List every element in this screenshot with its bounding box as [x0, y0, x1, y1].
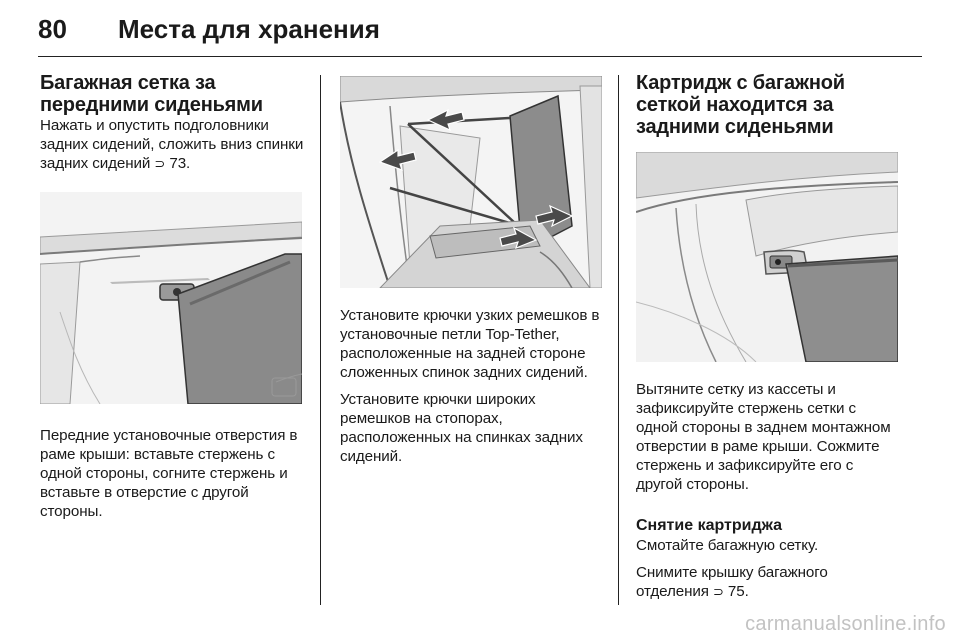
section-heading-cartridge: Картридж с багажной сеткой находится за задними сиденьями	[636, 72, 845, 138]
column-divider-2	[618, 75, 619, 605]
paragraph-wide-straps: Установите крючки широких ремешков на стопорах, расположенных на спинках задних сидений.	[340, 391, 583, 465]
page-number: 80	[38, 14, 67, 44]
page-header	[38, 8, 922, 54]
cartridge-rear-mount-figure	[636, 152, 898, 362]
paragraph-remove-cover	[636, 563, 900, 602]
paragraph-roll-up: Смотайте багажную сетку.	[636, 537, 819, 554]
column-middle	[340, 76, 602, 466]
paragraph-top-tether: Установите крючки узких ремешков в установочные петли Top-Tether, расположенные на задней стороне сложенных спинок задних сидений.	[340, 307, 600, 381]
figure-caption: Передние установочные отверстия в раме крыши: вставьте стержень с одной стороны, согните стержень и вставьте в отверстие с другой стороны.	[40, 427, 298, 520]
column-right	[636, 72, 900, 602]
subheading-remove-cartridge: Снятие картриджа	[636, 517, 783, 534]
paragraph-pull-net: Вытяните сетку из кассеты и зафиксируйте стержень сетки с одной стороны в заднем монтажном отверстии в раме крыши. Сожмите стержень и зафиксируйте его с другой стороны.	[636, 381, 891, 493]
page-reference-icon: ⊃	[713, 585, 724, 600]
chapter-title: Места для хранения	[118, 14, 380, 44]
intro-text: Нажать и опустить подголовники задних сидений, сложить вниз спинки задних сидений	[40, 117, 304, 172]
page-reference-icon: ⊃	[154, 157, 166, 172]
remove-cover-ref-page: 75.	[727, 583, 749, 600]
watermark: carmanualsonline.info	[745, 613, 946, 635]
section-heading-front-net: Багажная сетка за передними сиденьями	[40, 72, 263, 116]
intro-ref-page: 73.	[169, 155, 191, 172]
cargo-net-straps-figure	[340, 76, 602, 288]
intro-paragraph	[40, 116, 306, 174]
column-left	[40, 72, 306, 521]
column-divider-1	[320, 75, 321, 605]
header-rule	[38, 56, 922, 57]
headliner-mounting-hole-figure	[40, 192, 302, 404]
remove-cover-text: Снимите крышку багажного отделения	[636, 564, 828, 600]
